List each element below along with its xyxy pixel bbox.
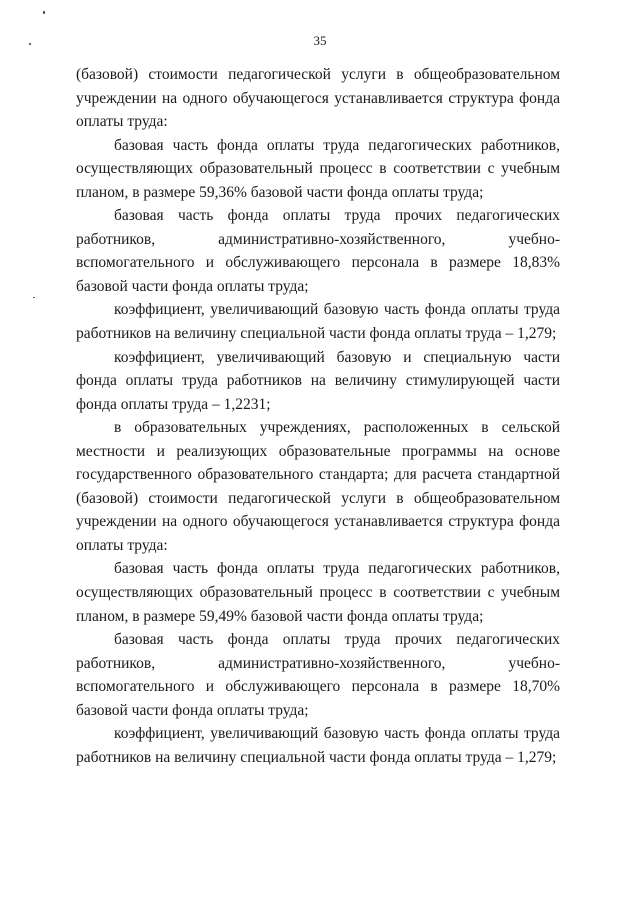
paragraph: базовая часть фонда оплаты труда прочих педагогических работников, административно-хозяйственного, учебно-вспомогательного и обслуживающего персонала в размере 18,70% базовой части фонда оплаты труда; — [76, 631, 560, 719]
scan-speck — [43, 11, 45, 14]
paragraph: коэффициент, увеличивающий базовую часть фонда оплаты труда работников на величину специальной части фонда оплаты труда – 1,279; — [76, 725, 560, 766]
document-body — [76, 63, 560, 769]
paragraph: (базовой) стоимости педагогической услуги в общеобразовательном учреждении на одного обучающегося устанавливается структура фонда оплаты труда: — [76, 66, 560, 131]
paragraph: базовая часть фонда оплаты труда педагогических работников, осуществляющих образовательный процесс в соответствии с учебным планом, в размере 59,36% базовой части фонда оплаты труда; — [76, 136, 560, 201]
paragraph: коэффициент, увеличивающий базовую часть фонда оплаты труда работников на величину специальной части фонда оплаты труда – 1,279; — [76, 301, 560, 343]
paragraph: коэффициент, увеличивающий базовую и специальную части фонда оплаты труда работников на величину стимулирующей части фонда оплаты труда – 1,2231; — [76, 348, 560, 413]
paragraph: базовая часть фонда оплаты труда педагогических работников, осуществляющих образовательный процесс в соответствии с учебным планом, в размере 59,49% базовой части фонда оплаты труда; — [76, 560, 560, 625]
paragraph: в образовательных учреждениях, расположенных в сельской местности и реализующих образовательные программы на основе государственного образовательного стандарта; для расчета стандартной (базовой) стоимости педагогической услуги в общеобразовательном учреждении на одного обучающегося устанавливается структура фонда оплаты труда: — [76, 419, 560, 554]
scan-speck — [33, 297, 35, 298]
page-number: 35 — [313, 33, 327, 48]
paragraph: базовая часть фонда оплаты труда прочих педагогических работников, административно-хозяйственного, учебно-вспомогательного и обслуживающего персонала в размере 18,83% базовой части фонда оплаты труда; — [76, 207, 560, 295]
